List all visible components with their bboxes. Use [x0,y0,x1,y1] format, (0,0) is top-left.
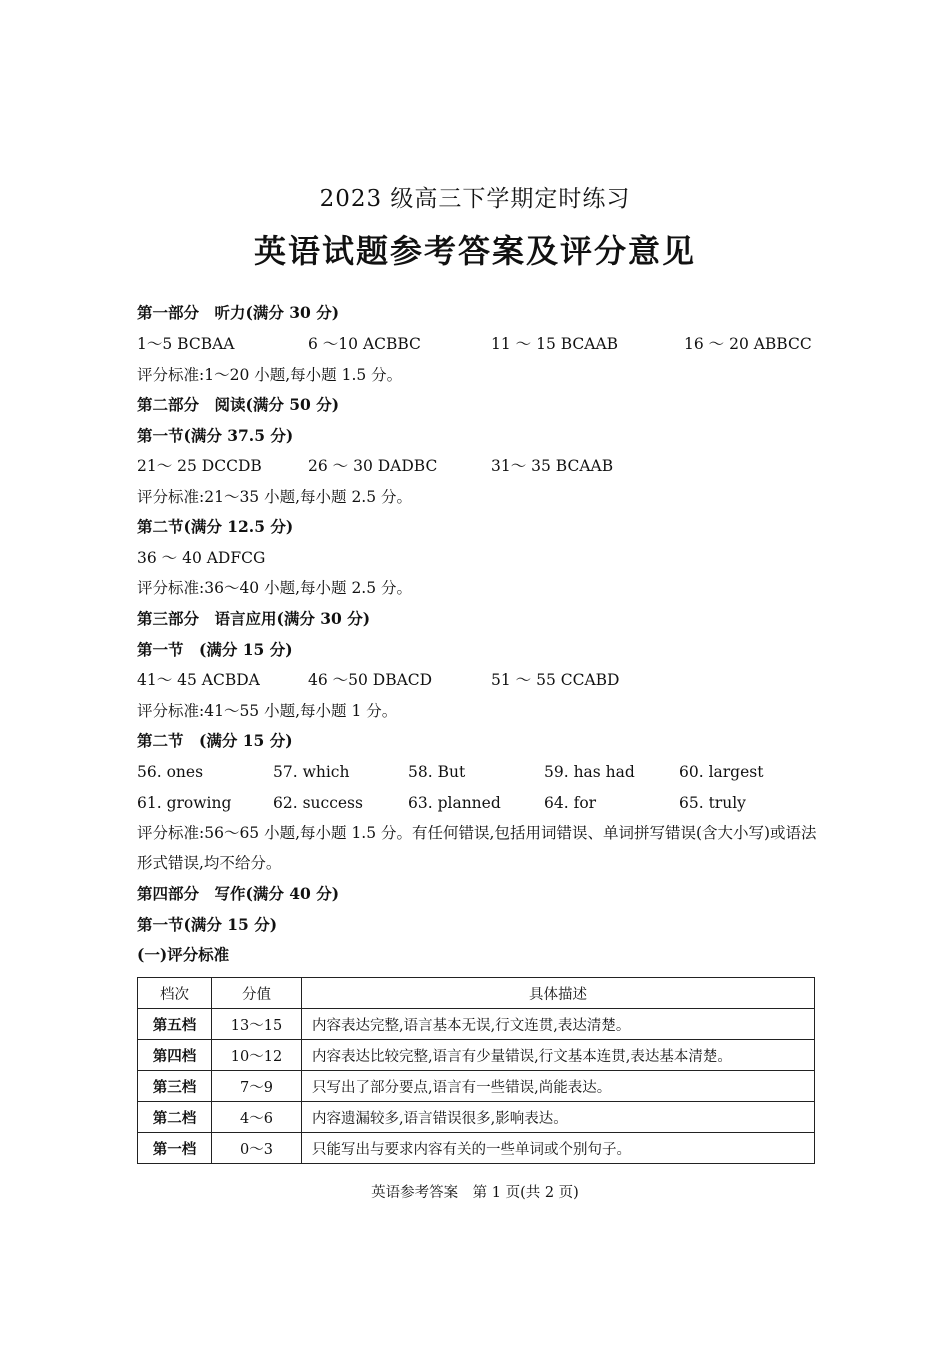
part3-section2-standard: 评分标准:56～65 小题,每小题 1.5 分。有任何错误,包括用词错误、单词拼写错误(含大小写)或语法形式错误,均不给分。 [137,824,817,872]
answer-item: 59. has had [544,763,635,781]
part2-section2-heading: 第二节(满分 12.5 分) [137,517,294,536]
answer-group: 41～ 45 ACBDA [137,671,260,689]
answer-group: 26 ～ 30 DADBC [308,457,438,475]
answer-item: 64. for [544,794,597,812]
grading-table [137,977,815,1164]
page-title: 英语试题参考答案及评分意见 [253,232,696,270]
part3-section2-heading: 第二节 (满分 15 分) [137,731,293,750]
grade-level: 第一档 [138,1133,212,1164]
part2-section2-answers: 36 ～ 40 ADFCG [137,549,266,567]
answer-group: 11 ～ 15 BCAAB [491,335,619,353]
score-range: 10～12 [212,1040,302,1071]
grade-description: 内容遗漏较多,语言错误很多,影响表达。 [302,1102,815,1133]
part2-section2-standard: 评分标准:36～40 小题,每小题 2.5 分。 [137,579,413,597]
part1-answers [0,334,950,354]
answer-group: 46 ～50 DBACD [308,671,433,689]
answer-group: 6 ～10 ACBBC [308,335,421,353]
answer-group: 51 ～ 55 CCABD [491,671,620,689]
answer-group: 21～ 25 DCCDB [137,457,262,475]
grade-level: 第二档 [138,1102,212,1133]
part4-heading: 第四部分 写作(满分 40 分) [137,884,340,903]
part3-heading: 第三部分 语言应用(满分 30 分) [137,609,371,628]
score-range: 4～6 [212,1102,302,1133]
table-header-row [138,978,815,1009]
answer-item: 62. success [273,794,363,812]
score-range: 0～3 [212,1133,302,1164]
part4-section1-heading: 第一节(满分 15 分) [137,915,278,934]
answer-group: 16 ～ 20 ABBCC [684,335,812,353]
part1-heading: 第一部分 听力(满分 30 分) [137,303,340,322]
score-range: 7～9 [212,1071,302,1102]
grade-description: 只能写出与要求内容有关的一些单词或个别句子。 [302,1133,815,1164]
part2-section1-heading: 第一节(满分 37.5 分) [137,426,294,445]
grade-level: 第四档 [138,1040,212,1071]
grade-description: 只写出了部分要点,语言有一些错误,尚能表达。 [302,1071,815,1102]
grade-description: 内容表达完整,语言基本无误,行文连贯,表达清楚。 [302,1009,815,1040]
answer-item: 65. truly [679,794,746,812]
answer-item: 58. But [408,763,466,781]
part3-section2-row1 [0,762,950,782]
part1-standard: 评分标准:1～20 小题,每小题 1.5 分。 [137,366,403,384]
part3-section1-standard: 评分标准:41～55 小题,每小题 1 分。 [137,702,398,720]
grade-description: 内容表达比较完整,语言有少量错误,行文基本连贯,表达基本清楚。 [302,1040,815,1071]
answer-item: 63. planned [408,794,501,812]
grade-level: 第三档 [138,1071,212,1102]
part2-section1-standard: 评分标准:21～35 小题,每小题 2.5 分。 [137,488,413,506]
part2-section1-answers [0,456,950,476]
page-footer: 英语参考答案 第 1 页(共 2 页) [371,1185,579,1201]
table-row [138,1071,815,1102]
answer-item: 60. largest [679,763,764,781]
part3-section2-row2 [0,793,950,813]
table-row [138,1102,815,1133]
score-range: 13～15 [212,1009,302,1040]
answer-group: 1～5 BCBAA [137,335,235,353]
table-row [138,1040,815,1071]
part2-heading: 第二部分 阅读(满分 50 分) [137,395,340,414]
part3-section1-answers [0,670,950,690]
table-row [138,1133,815,1164]
answer-item: 57. which [273,763,350,781]
exam-subtitle: 2023 级高三下学期定时练习 [319,186,631,212]
answer-item: 61. growing [137,794,232,812]
answer-group: 31～ 35 BCAAB [491,457,614,475]
column-header: 档次 [138,978,212,1009]
column-header: 具体描述 [302,978,815,1009]
grade-level: 第五档 [138,1009,212,1040]
column-header: 分值 [212,978,302,1009]
answer-item: 56. ones [137,763,204,781]
part3-section1-heading: 第一节 (满分 15 分) [137,640,293,659]
criteria-heading: (一)评分标准 [137,945,230,964]
table-row [138,1009,815,1040]
